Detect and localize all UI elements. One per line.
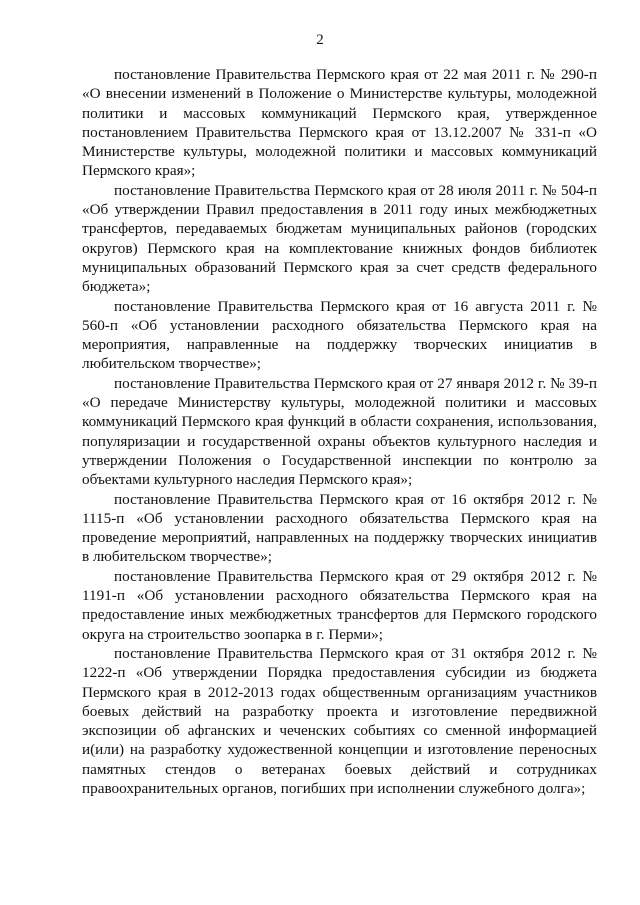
paragraph-resolution-1191p: постановление Правительства Пермского края от 29 октября 2012 г. № 1191-п «Об установлении расходного обязательства Пермского края на предоставление иных межбюджетных трансфертов для Пермского городского округа на строительство зоопарка в г. Перми»; [82, 567, 597, 643]
paragraph-resolution-1115p: постановление Правительства Пермского края от 16 октября 2012 г. № 1115-п «Об установлении расходного обязательства Пермского края на проведение мероприятий, направленных на поддержку творческих инициатив в любительском творчестве»; [82, 490, 597, 566]
page-number: 2 [316, 32, 324, 48]
paragraph-resolution-290p: постановление Правительства Пермского края от 22 мая 2011 г. № 290-п «О внесении изменений в Положение о Министерстве культуры, молодежной политики и массовых коммуникаций Пермского края, утвержденное постановлением Правительства Пермского края от 13.12.2007 № 331-п «О Министерстве культуры, молодежной политики и массовых коммуникаций Пермского края»; [82, 66, 597, 180]
paragraph-resolution-1222p: постановление Правительства Пермского края от 31 октября 2012 г. № 1222-п «Об утверждении Порядка предоставления субсидии из бюджета Пермского края в 2012-2013 годах общественным организациям участников боевых действий на разработку проекта и изготовление передвижной экспозиции об афганских и чеченских событиях со сменной информацией и(или) на разработку художественной концепции и изготовление переносных памятных стендов о ветеранах боевых действий и сотрудниках правоохранительных органов, погибших при исполнении служебного долга»; [82, 644, 597, 797]
paragraph-resolution-39p: постановление Правительства Пермского края от 27 января 2012 г. № 39-п «О передаче Министерству культуры, молодежной политики и массовых коммуникаций Пермского края функций в области сохранения, использования, популяризации и государственной охраны объектов культурного наследия и утверждении Положения о Государственной инспекции по контролю за объектами культурного наследия Пермского края»; [82, 374, 597, 489]
document-body [82, 65, 597, 798]
paragraph-resolution-560p: постановление Правительства Пермского края от 16 августа 2011 г. № 560-п «Об установлении расходного обязательства Пермского края на мероприятия, направленные на поддержку творческих инициатив в любительском творчестве»; [82, 297, 597, 373]
paragraph-resolution-504p: постановление Правительства Пермского края от 28 июля 2011 г. № 504-п «Об утверждении Правил предоставления в 2011 году иных межбюджетных трансфертов, передаваемых бюджетам муниципальных районов (городских округов) Пермского края на комплектование книжных фондов библиотек муниципальных образований Пермского края за счет средств федерального бюджета»; [82, 181, 597, 296]
